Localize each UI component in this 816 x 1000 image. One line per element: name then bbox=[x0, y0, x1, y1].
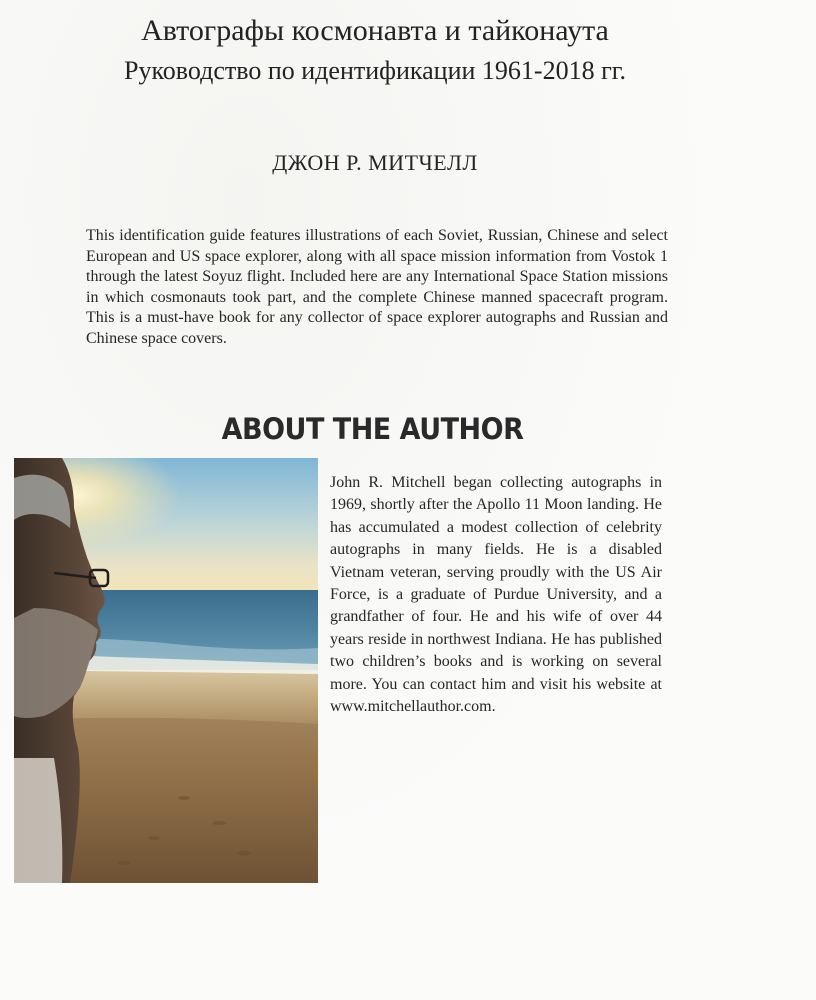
author-photo bbox=[14, 458, 318, 883]
author-bio: John R. Mitchell began collecting autographs in 1969, shortly after the Apollo 11 Moon landing. He has accumulated a modest collection of celebrity autographs in many fields. He is a disabled Vietnam veteran, serving proudly with the US Air Force, is a graduate of Purdue University, and a grandfather of four. He and his wife of over 44 years reside in northwest Indiana. He has published two children’s books and is working on several more. You can contact him and visit his website at www.mitchellauthor.com. bbox=[330, 474, 662, 716]
document-subtitle: Руководство по идентификации 1961-2018 гг. bbox=[124, 56, 626, 85]
book-description: This identification guide features illustrations of each Soviet, Russian, Chinese and select European and US space explorer, along with all space mission information from Vostok 1 through the latest Soyuz flight. Included here are any International Space Station missions in which cosmonauts took part, and the complete Chinese manned spacecraft program. This is a must-have book for any collector of space explorer autographs and Russian and Chinese space covers. bbox=[86, 227, 668, 347]
about-author-heading: ABOUT THE AUTHOR bbox=[221, 412, 524, 447]
author-name: ДЖОН Р. МИТЧЕЛЛ bbox=[272, 150, 478, 175]
document-title: Автографы космонавта и тайконаута bbox=[141, 14, 609, 47]
